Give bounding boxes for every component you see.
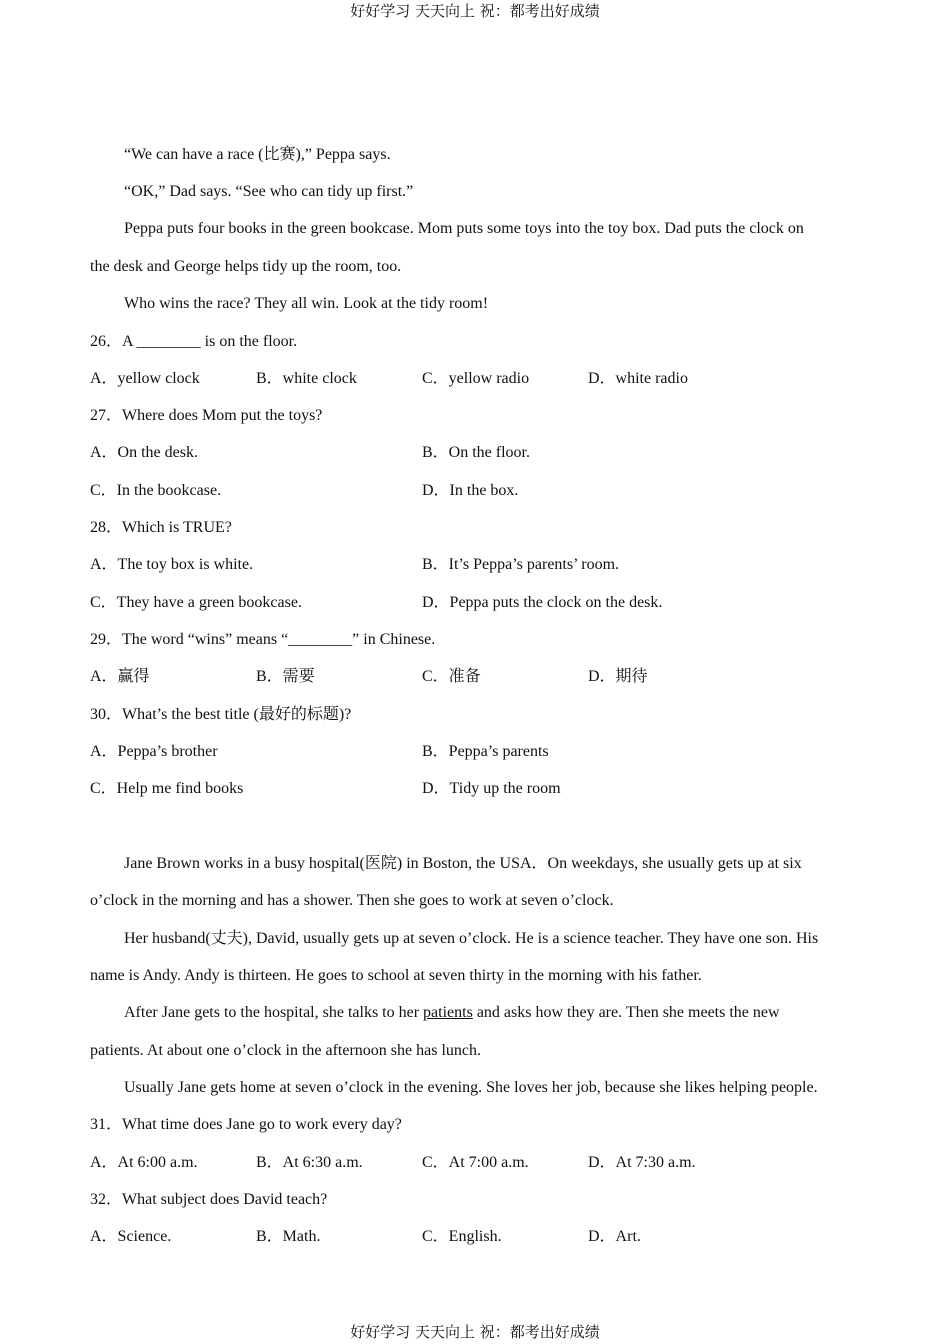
question-29-option-d: D．期待 xyxy=(588,668,648,685)
passage1-line: Peppa puts four books in the green bookcase. Mom puts some toys into the toy box. Dad puts the clock on xyxy=(124,220,804,237)
page-footer: 好好学习 天天向上 祝：都考出好成绩 xyxy=(350,1323,600,1341)
question-26-option-b: B．white clock xyxy=(256,370,357,387)
question-29-stem: 29．The word “wins” means “________” in Chinese. xyxy=(90,631,436,648)
question-27-option-a: A．On the desk. xyxy=(90,444,198,461)
question-31-option-a: A．At 6:00 a.m. xyxy=(90,1154,198,1171)
passage2-line: patients. At about one o’clock in the afternoon she has lunch. xyxy=(90,1042,482,1059)
question-29-option-a: A．赢得 xyxy=(90,668,150,685)
question-32-option-a: A．Science. xyxy=(90,1228,172,1245)
passage1-line: “We can have a race (比赛),” Peppa says. xyxy=(124,146,391,163)
question-27-stem: 27．Where does Mom put the toys? xyxy=(90,407,323,424)
question-31-option-d: D．At 7:30 a.m. xyxy=(588,1154,696,1171)
question-31-stem: 31．What time does Jane go to work every day? xyxy=(90,1116,402,1133)
passage2-text: After Jane gets to the hospital, she talks to her xyxy=(124,1004,424,1021)
passage1-line: Who wins the race? They all win. Look at the tidy room! xyxy=(124,295,489,312)
question-26-stem: 26．A ________ is on the floor. xyxy=(90,333,298,350)
question-30-option-d: D．Tidy up the room xyxy=(422,780,561,797)
question-31-option-c: C．At 7:00 a.m. xyxy=(422,1154,529,1171)
question-28-option-a: A．The toy box is white. xyxy=(90,556,254,573)
question-26-option-c: C．yellow radio xyxy=(422,370,530,387)
question-28-option-b: B．It’s Peppa’s parents’ room. xyxy=(422,556,620,573)
question-29-option-c: C．准备 xyxy=(422,668,481,685)
question-32-option-d: D．Art. xyxy=(588,1228,641,1245)
question-30-option-b: B．Peppa’s parents xyxy=(422,743,549,760)
question-30-option-c: C．Help me find books xyxy=(90,780,244,797)
question-28-stem: 28．Which is TRUE? xyxy=(90,519,232,536)
passage2-text: and asks how they are. Then she meets the new xyxy=(472,1004,780,1021)
question-28-option-d: D．Peppa puts the clock on the desk. xyxy=(422,594,663,611)
passage1-line: the desk and George helps tidy up the room, too. xyxy=(90,258,402,275)
page-header: 好好学习 天天向上 祝：都考出好成绩 xyxy=(350,2,600,20)
passage2-line xyxy=(124,1003,780,1023)
underlined-word: patients xyxy=(423,1004,473,1021)
question-32-option-c: C．English. xyxy=(422,1228,502,1245)
passage2-line: name is Andy. Andy is thirteen. He goes to school at seven thirty in the morning with his father. xyxy=(90,967,702,984)
question-28-option-c: C．They have a green bookcase. xyxy=(90,594,302,611)
question-26-option-d: D．white radio xyxy=(588,370,688,387)
question-30-stem: 30．What’s the best title (最好的标题)? xyxy=(90,706,352,723)
question-27-option-c: C．In the bookcase. xyxy=(90,482,222,499)
question-27-option-b: B．On the floor. xyxy=(422,444,530,461)
question-31-option-b: B．At 6:30 a.m. xyxy=(256,1154,363,1171)
question-26-option-a: A．yellow clock xyxy=(90,370,200,387)
passage2-line: Usually Jane gets home at seven o’clock in the evening. She loves her job, because she likes helping people. xyxy=(124,1079,818,1096)
passage2-line: Jane Brown works in a busy hospital(医院) in Boston, the USA．On weekdays, she usually gets up at six xyxy=(124,855,802,872)
passage2-line: o’clock in the morning and has a shower. Then she goes to work at seven o’clock. xyxy=(90,892,614,909)
question-29-option-b: B．需要 xyxy=(256,668,315,685)
question-30-option-a: A．Peppa’s brother xyxy=(90,743,218,760)
question-27-option-d: D．In the box. xyxy=(422,482,519,499)
question-32-option-b: B．Math. xyxy=(256,1228,321,1245)
passage1-line: “OK,” Dad says. “See who can tidy up first.” xyxy=(124,183,414,200)
passage2-line: Her husband(丈夫), David, usually gets up at seven o’clock. He is a science teacher. They have one son. His xyxy=(124,930,819,947)
question-32-stem: 32．What subject does David teach? xyxy=(90,1191,328,1208)
